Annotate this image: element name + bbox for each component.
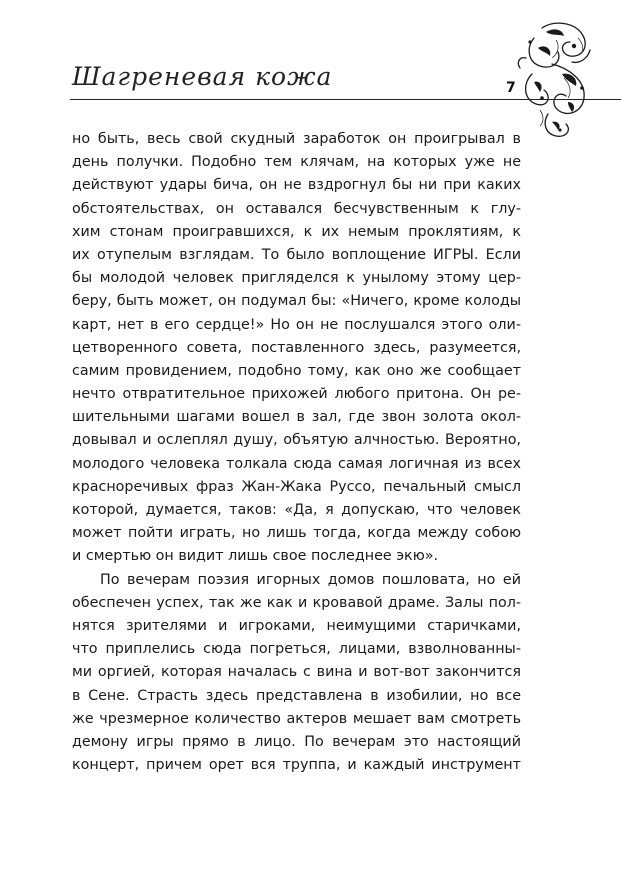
text-line: обеспечен успех, так же как и кровавой драме. Залы пол- — [72, 594, 521, 611]
page-number: 7 — [506, 80, 516, 96]
text-line: действуют удары бича, он не вздрогнул бы ни при каких — [72, 177, 521, 194]
baroque-floral-ornament-icon — [512, 18, 596, 142]
text-line: что приплелись сюда погреться, лицами, взволнованны- — [72, 641, 521, 658]
body-text — [72, 128, 521, 777]
text-line: обстоятельствах, он оставался бесчувственным к глу- — [72, 200, 521, 217]
text-line: в Сене. Страсть здесь представлена в изобилии, но все — [72, 687, 521, 704]
text-line: самим провидением, подобно тому, как оно же сообщает — [72, 362, 521, 379]
text-line: красноречивых фраз Жан-Жака Руссо, печальный смысл — [72, 478, 521, 495]
text-line: беру, быть может, он подумал бы: «Ничего, кроме колоды — [72, 293, 521, 310]
text-line: По вечерам поэзия игорных домов пошловата, но ей — [100, 571, 521, 588]
text-line: может пойти играть, но лишь тогда, когда между собою — [72, 525, 521, 542]
text-line: но быть, весь свой скудный заработок он проигрывал в — [72, 131, 521, 147]
text-line: демону игры прямо в лицо. По вечерам это настоящий — [72, 733, 521, 750]
text-line: молодого человека толкала сюда самая логичная из всех — [72, 455, 521, 472]
text-line: и смертью он видит лишь свое последнее экю». — [72, 548, 439, 565]
text-line: шительными шагами вошел в зал, где звон золота окол- — [72, 409, 521, 426]
page-header — [0, 0, 621, 110]
text-line: цетворенного совета, поставленного здесь, разумеется, — [72, 339, 521, 356]
text-line: которой, думается, таков: «Да, я допускаю, что человек — [72, 502, 521, 518]
text-line: нятся зрителями и игроками, неимущими старичками, — [72, 617, 521, 634]
text-line: их отупелым взглядам. То было воплощение ИГРЫ. Если — [72, 246, 521, 263]
text-line: хим стонам проигравшихся, к их немым проклятиям, к — [72, 223, 521, 240]
text-line: концерт, причем орет вся труппа, и каждый инструмент — [72, 757, 521, 774]
text-line: довывал и ослеплял душу, объятую алчностью. Вероятно, — [72, 432, 521, 449]
running-title: Шагреневая кожа — [72, 62, 333, 91]
text-line: ми оргией, которая началась с вина и вот-вот закончится — [72, 664, 521, 681]
text-line: бы молодой человек пригляделся к унылому этому цер- — [72, 270, 521, 287]
text-line: же чрезмерное количество актеров мешает вам смотреть — [72, 710, 521, 727]
text-line: карт, нет в его сердце!» Но он не послушался этого оли- — [72, 316, 521, 333]
text-line: день получки. Подобно тем клячам, на которых уже не — [72, 154, 521, 171]
text-line: нечто отвратительное прихожей любого притона. Он ре- — [72, 386, 521, 403]
